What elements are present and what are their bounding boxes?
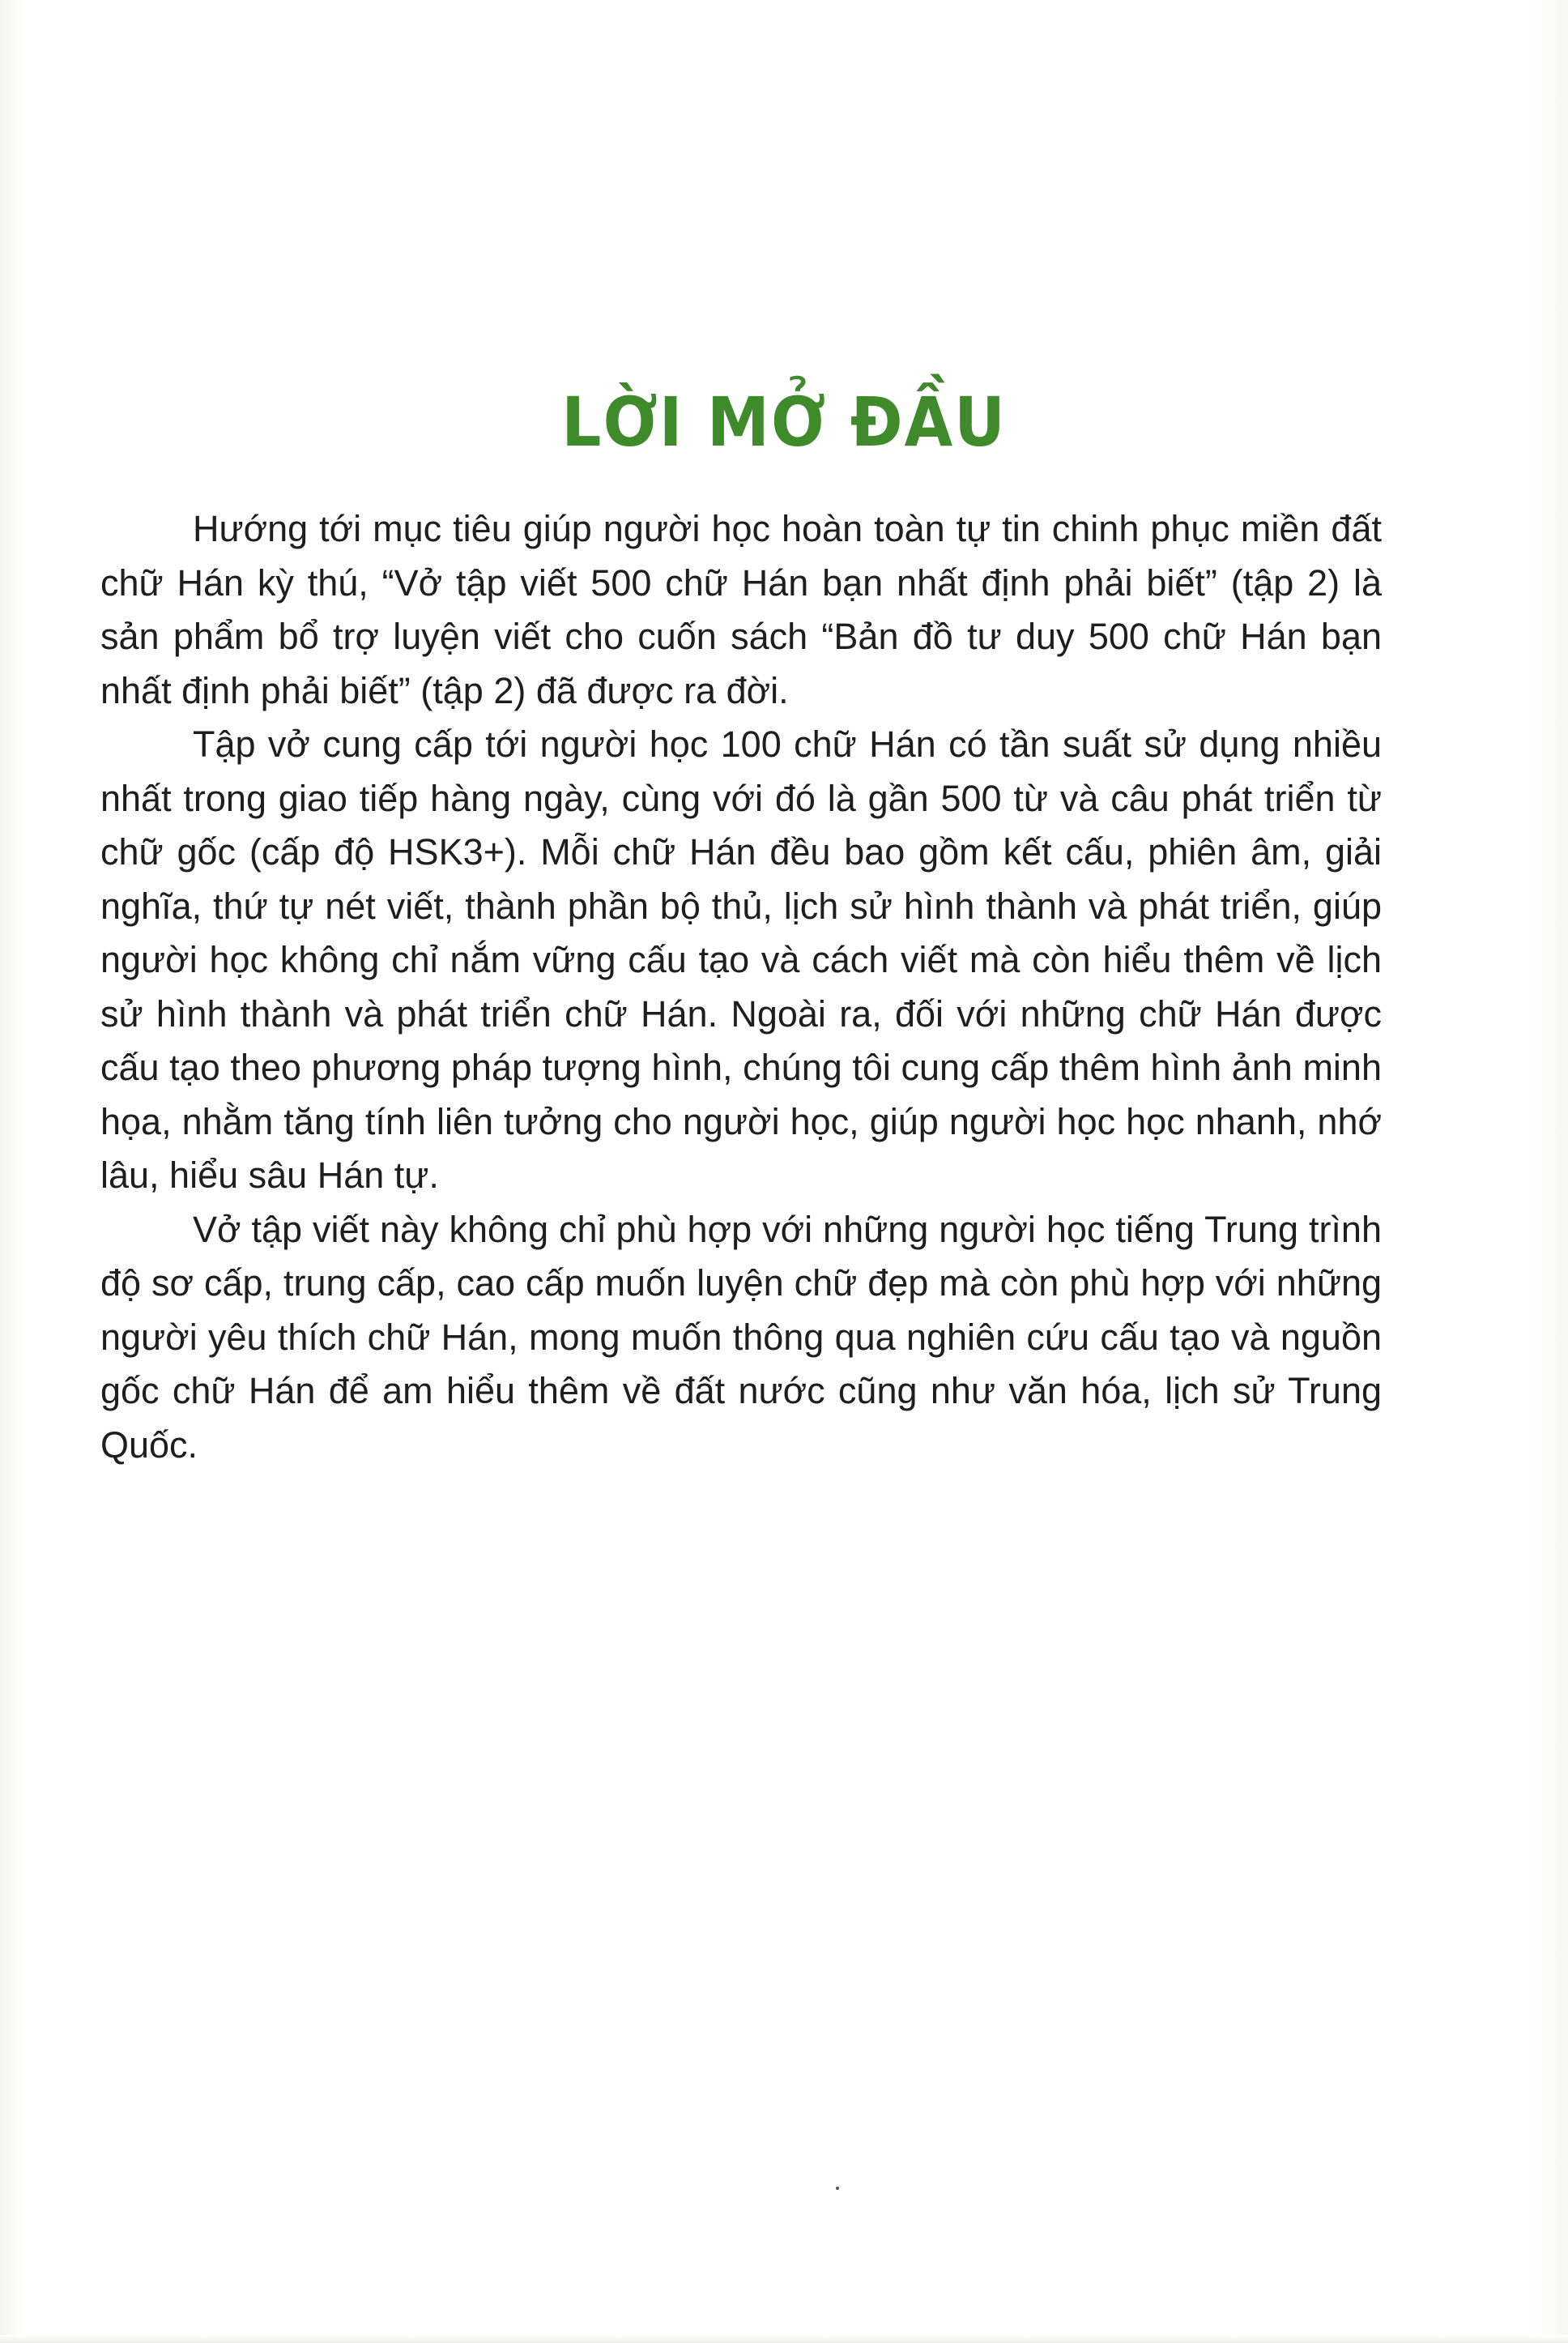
page-title: LỜI MỞ ĐẦU xyxy=(561,382,1007,463)
paragraph-2: Tập vở cung cấp tới người học 100 chữ Hán có tần suất sử dụng nhiều nhất trong giao tiếp hàng ngày, cùng với đó là gần 500 từ và câu phát triển từ chữ gốc (cấp độ HSK3+). Mỗi chữ Hán đều bao gồm kết cấu, phiên âm, giải nghĩa, thứ tự nét viết, thành phần bộ thủ, lịch sử hình thành và phát triển, giúp người học không chỉ nắm vững cấu tạo và cách viết mà còn hiểu thêm về lịch sử hình thành và phát triển chữ Hán. Ngoài ra, đối với những chữ Hán được cấu tạo theo phương pháp tượng hình, chúng tôi cung cấp thêm hình ảnh minh họa, nhằm tăng tính liên tưởng cho người học, giúp người học học nhanh, nhớ lâu, hiểu sâu Hán tự. xyxy=(100,723,1382,1196)
page-bottom-edge xyxy=(0,2335,1568,2343)
preface-body xyxy=(100,502,1382,1472)
paragraph-1: Hướng tới mục tiêu giúp người học hoàn toàn tự tin chinh phục miền đất chữ Hán kỳ thú, “Vở tập viết 500 chữ Hán bạn nhất định phải biết” (tập 2) là sản phẩm bổ trợ luyện viết cho cuốn sách “Bản đồ tư duy 500 chữ Hán bạn nhất định phải biết” (tập 2) đã được ra đời. xyxy=(100,508,1382,711)
print-speck xyxy=(836,2187,839,2190)
paragraph-3: Vở tập viết này không chỉ phù hợp với những người học tiếng Trung trình độ sơ cấp, trung cấp, cao cấp muốn luyện chữ đẹp mà còn phù hợp với những người yêu thích chữ Hán, mong muốn thông qua nghiên cứu cấu tạo và nguồn gốc chữ Hán để am hiểu thêm về đất nước cũng như văn hóa, lịch sử Trung Quốc. xyxy=(100,1208,1382,1466)
